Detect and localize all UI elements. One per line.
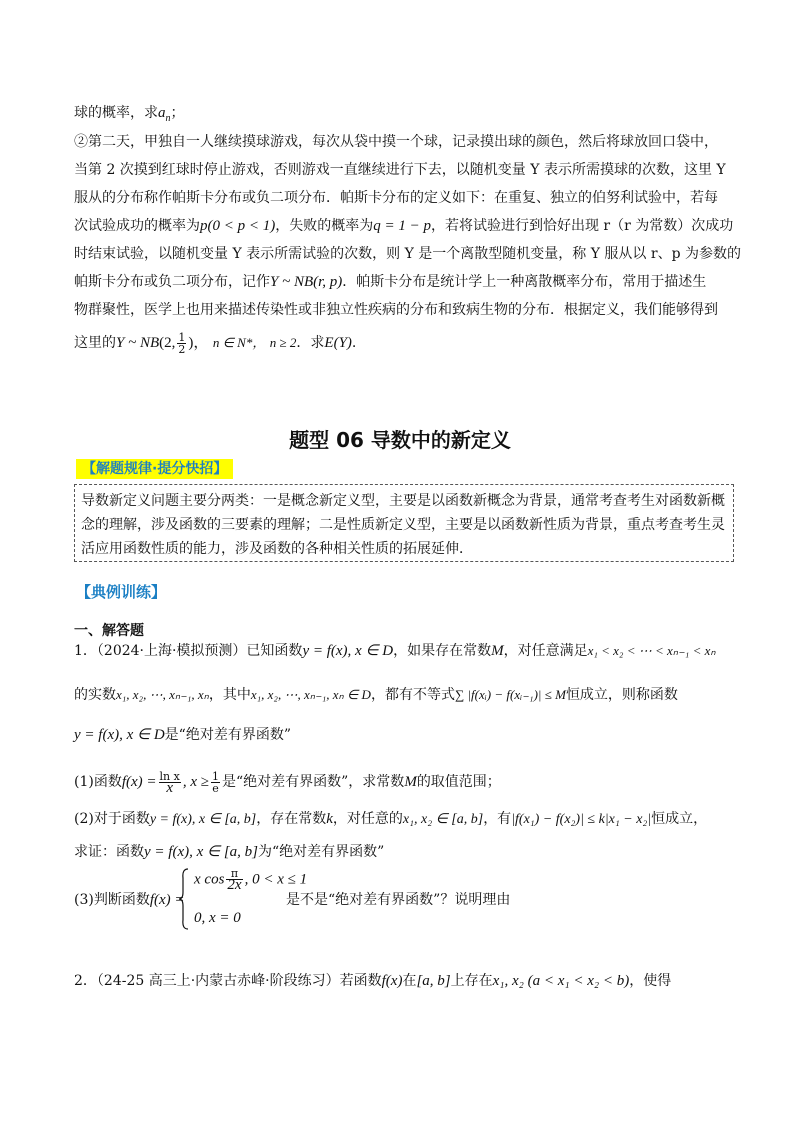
intro-line-1: 球的概率，求$a_n$； xyxy=(74,105,185,124)
section-heading: 一、解答题 xyxy=(74,623,144,639)
piece-case-2: 0, x = 0 xyxy=(194,910,241,926)
intro-line-6: 时结束试验，以随机变量 Y 表示所需试验的次数，则 Y 是一个离散型随机变量，称 Y 服从以 r、p 为参数的 xyxy=(74,246,741,262)
example-heading: 【典例训练】 xyxy=(76,583,167,601)
intro-line-2: ②第二天，甲独自一人继续摸球游戏，每次从袋中摸一个球，记录摸出球的颜色，然后将球放回口袋中， xyxy=(74,134,718,150)
intro-line-9: 这里的Y ~ NB(2, $\frac{1}{2}$ )， n ∈ N*， n ≥ 2．求E(Y). xyxy=(74,330,357,356)
tips-box xyxy=(74,484,734,562)
piece-case-1: x cos $\frac{\pi}{2x}$ , 0 < x ≤ 1 xyxy=(194,867,308,893)
intro-line-5: 次试验成功的概率为p(0 < p < 1)，失败的概率为q = 1 − p，若将试验进行到恰好出现 r（r 为常数）次成功 xyxy=(74,218,734,234)
q1-part-3-question: 是不是“绝对差有界函数”？说明理由 xyxy=(286,892,511,908)
tip-line: 活应用函数性质的能力，涉及函数的各种相关性质的拓展延伸． xyxy=(81,541,473,557)
q1-part-1: (1)函数f(x) = $\frac{\text{ln x}}{x}$ , x ≥ $\frac{1}{e}$ 是“绝对差有界函数”，求常数M的取值范围； xyxy=(74,769,501,796)
intro-line-4: 服从的分布称作帕斯卡分布或负二项分布．帕斯卡分布的定义如下：在重复、独立的伯努利试验中，若每 xyxy=(74,190,718,206)
fraction-one-half: $\frac{1}{2}$ xyxy=(178,330,186,356)
page-title: 题型 06 导数中的新定义 xyxy=(289,428,511,452)
intro-line-7: 帕斯卡分布或负二项分布，记作Y ~ NB(r, p)．帕斯卡分布是统计学上一种离散概率分布，常用于描述生 xyxy=(74,274,707,290)
q1-line-3: y = f(x), x ∈ D是“绝对差有界函数” xyxy=(74,727,291,743)
q1-line-1: 1．（2024·上海·模拟预测）已知函数y = f(x), x ∈ D，如果存在常数M，对任意满足x₁ < x₂ < ⋯ < xₙ₋₁ < xₙ xyxy=(74,643,716,659)
tip-line: 导数新定义问题主要分两类：一是概念新定义型，主要是以函数新概念为背景，通常考查考生对函数新概 xyxy=(81,493,725,509)
q2-line-1: 2．（24-25 高三上·内蒙古赤峰·阶段练习）若函数f(x)在[a, b]上存在x₁, x₂ (a < x₁ < x₂ < b)，使得 xyxy=(74,973,672,989)
q1-line-2: 的实数x₁, x₂, ⋯, xₙ₋₁, xₙ，其中x₁, x₂, ⋯, xₙ₋₁, xₙ ∈ D，都有不等式∑ |f(xᵢ) − f(xᵢ₋₁)| ≤ M恒成立，则称函数 xyxy=(74,687,678,703)
q1-part-2: (2)对于函数y = f(x), x ∈ [a, b]，存在常数k，对任意的x₁, x₂ ∈ [a, b]，有|f(x₁) − f(x₂)| ≤ k|x₁ − x₂|恒成立， xyxy=(74,811,708,827)
tips-label: 【解题规律·提分快招】 xyxy=(76,459,233,479)
left-brace-icon xyxy=(178,868,190,930)
intro-line-3: 当第 2 次摸到红球时停止游戏，否则游戏一直继续进行下去，以随机变量 Y 表示所需摸球的次数，这里 Y xyxy=(74,162,726,178)
q1-part-3-label: (3)判断函数f(x) = xyxy=(74,892,185,908)
intro-line-8: 物群聚性，医学上也用来描述传染性或非独立性疾病的分布和致病生物的分布．根据定义，我们能够得到 xyxy=(74,302,718,318)
q1-part-2-proof: 求证：函数y = f(x), x ∈ [a, b]为“绝对差有界函数” xyxy=(74,844,385,860)
tip-line: 念的理解，涉及函数的三要素的理解；二是性质新定义型，主要是以函数新性质为背景，重点考查考生灵 xyxy=(81,517,725,533)
